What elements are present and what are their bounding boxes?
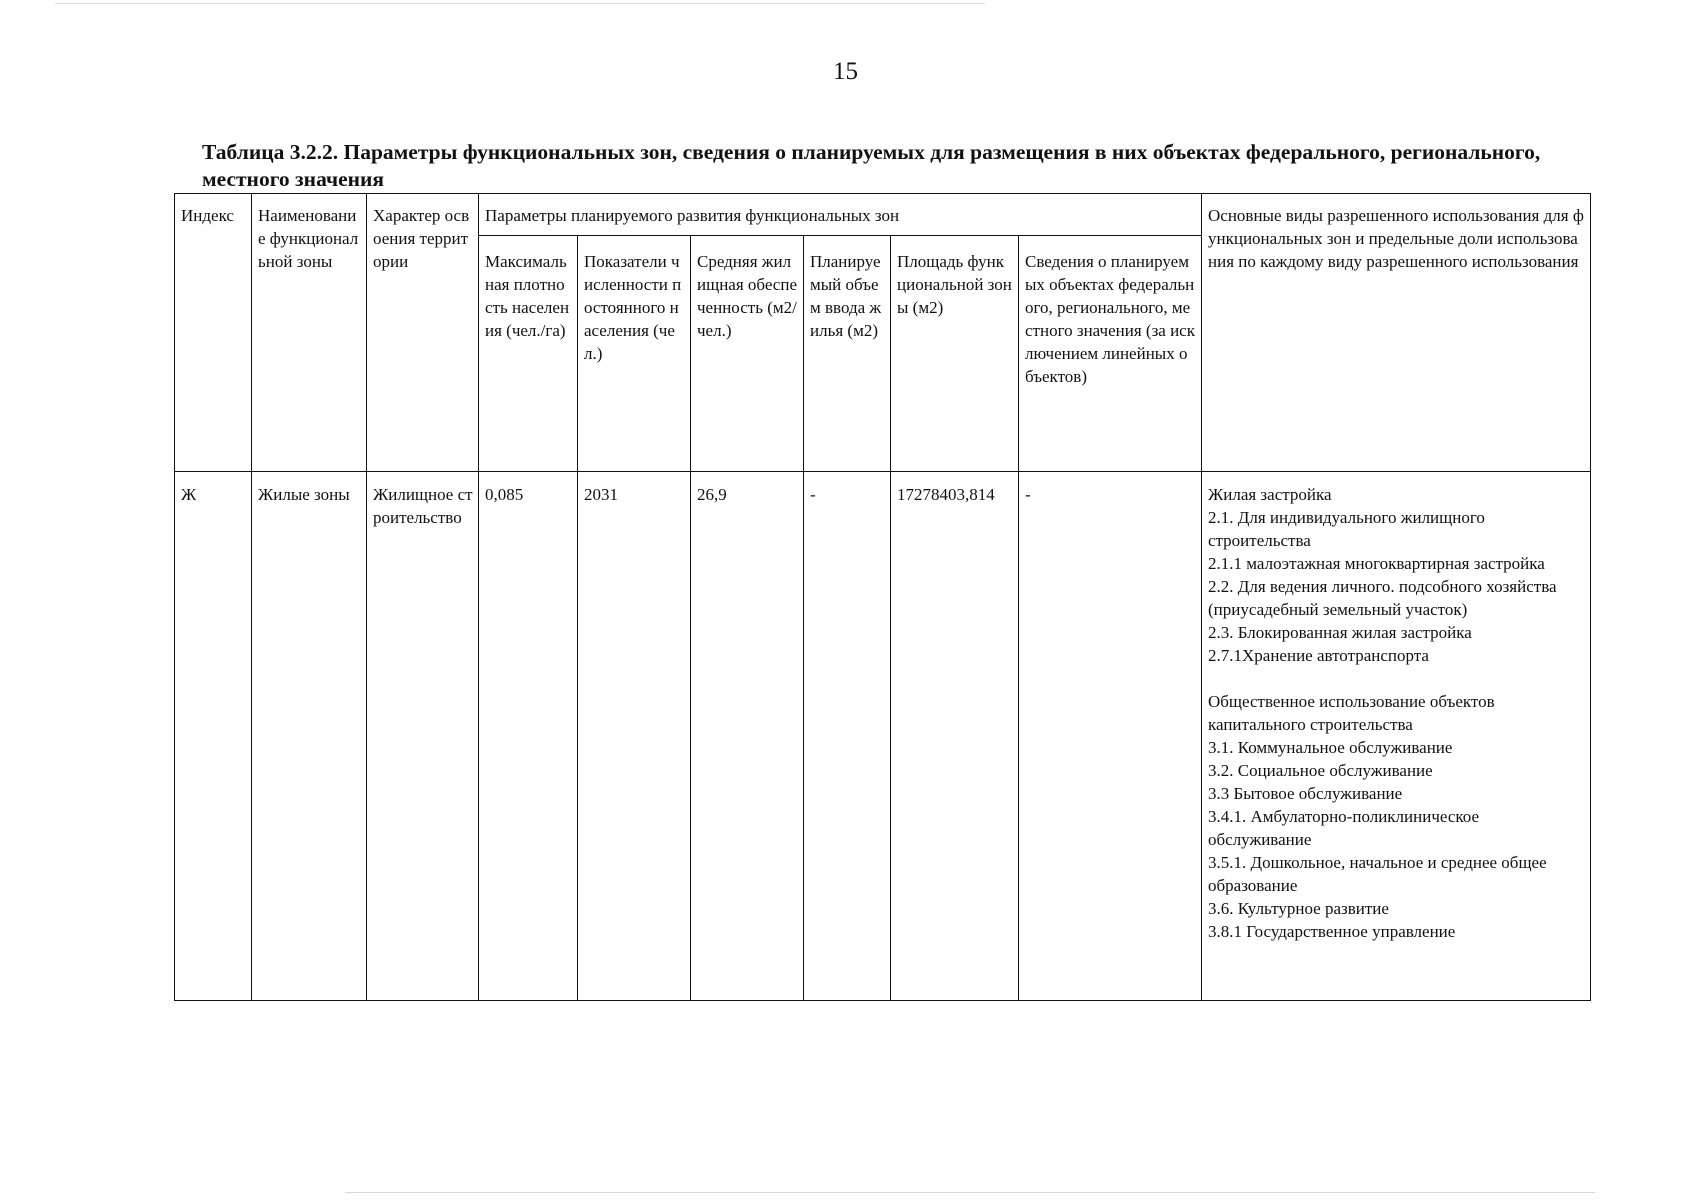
use-item: 3.3 Бытовое обслуживание [1208,784,1403,803]
use-item: 2.1.1 малоэтажная многоквартирная застройка [1208,554,1545,573]
scan-artifact-bottom [345,1192,1595,1193]
use-item: 2.2. Для ведения личного. подсобного хозяйства (приусадебный земельный участок) [1208,577,1557,619]
use-item: Общественное использование объектов капитального строительства [1208,692,1495,734]
use-item: 2.1. Для индивидуального жилищного строительства [1208,508,1485,550]
cell-index: Ж [175,472,252,1001]
use-item: 3.2. Социальное обслуживание [1208,761,1433,780]
cell-uses [1202,472,1591,1001]
use-item: 3.6. Культурное развитие [1208,899,1389,918]
header-row-1 [175,194,1591,236]
cell-max-density: 0,085 [479,472,578,1001]
use-item: 3.8.1 Государственное управление [1208,922,1456,941]
use-item: 3.1. Коммунальное обслуживание [1208,738,1453,757]
use-spacer [1208,667,1585,690]
header-planned-volume: Планируемый объем ввода жилья (м2) [804,236,891,472]
header-zone-name: Наименование функциональной зоны [252,194,367,472]
header-character: Характер освоения территории [367,194,479,472]
cell-character: Жилищное строительство [367,472,479,1001]
header-index: Индекс [175,194,252,472]
use-item: Жилая застройка [1208,485,1332,504]
header-max-density: Максимальная плотность населения (чел./га) [479,236,578,472]
header-objects-info: Сведения о планируемых объектах федерального, регионального, местного значения (за исключением линейных объектов) [1019,236,1202,472]
use-item: 2.3. Блокированная жилая застройка [1208,623,1472,642]
table-title: Таблица 3.2.2. Параметры функциональных зон, сведения о планируемых для размещения в них объектах федерального, регионального, местного значения [202,140,1541,191]
cell-area: 17278403,814 [891,472,1019,1001]
use-item: 3.5.1. Дошкольное, начальное и среднее общее образование [1208,853,1547,895]
use-item: 2.7.1Хранение автотранспорта [1208,646,1429,665]
header-params-group: Параметры планируемого развития функциональных зон [479,194,1202,236]
use-item: 3.4.1. Амбулаторно-поликлиническое обслуживание [1208,807,1480,849]
cell-zone-name: Жилые зоны [252,472,367,1001]
table-row [175,472,1591,1001]
zones-table [174,193,1591,1001]
header-area: Площадь функциональной зоны (м2) [891,236,1019,472]
cell-population: 2031 [578,472,691,1001]
cell-objects-info: - [1019,472,1202,1001]
header-uses: Основные виды разрешенного использования для функциональных зон и предельные доли использования по каждому виду разрешенного использования [1202,194,1591,472]
header-population: Показатели численности постоянного населения (чел.) [578,236,691,472]
cell-planned-volume: - [804,472,891,1001]
scan-artifact-top [55,3,985,4]
header-housing: Средняя жилищная обеспеченность (м2/чел.) [691,236,804,472]
page-number: 15 [833,58,858,85]
cell-housing: 26,9 [691,472,804,1001]
